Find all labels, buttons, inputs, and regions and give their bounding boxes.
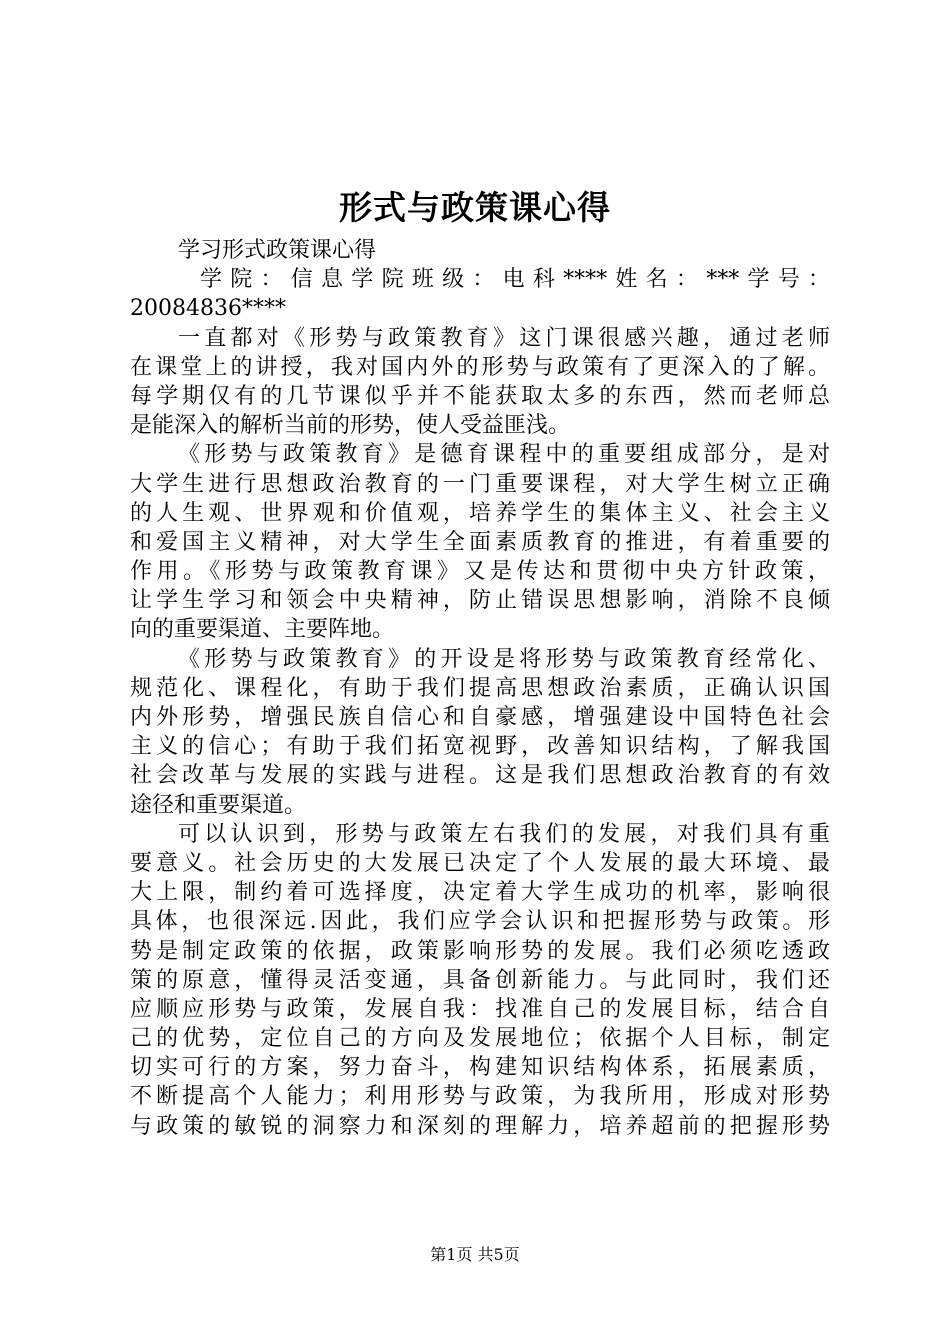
paragraph-4-line: 策的原意，懂得灵活变通，具备创新能力。与此同时，我们还 (130, 967, 830, 993)
paragraph-2-line: 《形势与政策教育》是德育课程中的重要组成部分，是对 (178, 442, 830, 468)
paragraph-3-line: 社会改革与发展的实践与进程。这是我们思想政治教育的有效 (130, 763, 830, 789)
paragraph-2-line: 向的重要渠道、主要阵地。 (130, 617, 395, 643)
paragraph-3-line: 主义的信心；有助于我们拓宽视野，改善知识结构，了解我国 (130, 734, 830, 760)
paragraph-4-line: 要意义。社会历史的大发展已决定了个人发展的最大环境、最 (130, 850, 830, 876)
paragraph-4-line: 具体，也很深远.因此，我们应学会认识和把握形势与政策。形 (130, 909, 830, 935)
page-number-footer: 第1页 共5页 (430, 1245, 520, 1264)
paragraph-1-line: 在课堂上的讲授，我对国内外的形势与政策有了更深入的了解。 (130, 354, 830, 380)
paragraph-2-line: 让学生学习和领会中央精神，防止错误思想影响，消除不良倾 (130, 588, 830, 614)
paragraph-1-line: 一直都对《形势与政策教育》这门课很感兴趣，通过老师 (178, 325, 830, 351)
paragraph-3-line: 途径和重要渠道。 (130, 792, 307, 818)
paragraph-4-line: 大上限，制约着可选择度，决定着大学生成功的机率，影响很 (130, 880, 830, 906)
paragraph-3-line: 《形势与政策教育》的开设是将形势与政策教育经常化、 (178, 646, 830, 672)
paragraph-4-line: 应顺应形势与政策，发展自我：找准自己的发展目标，结合自 (130, 996, 830, 1022)
paragraph-3-line: 内外形势，增强民族自信心和自豪感，增强建设中国特色社会 (130, 705, 830, 730)
paragraph-2-line: 的人生观、世界观和价值观，培养学生的集体主义、社会主义 (130, 500, 830, 526)
paragraph-4-line: 可以认识到，形势与政策左右我们的发展，对我们具有重 (178, 821, 830, 847)
paragraph-4-line: 己的优势，定位自己的方向及发展地位；依据个人目标，制定 (130, 1026, 830, 1052)
paragraph-1-line: 是能深入的解析当前的形势，使人受益匪浅。 (130, 413, 571, 439)
paragraph-4-line: 与政策的敏锐的洞察力和深刻的理解力，培养超前的把握形势 (130, 1113, 830, 1139)
paragraph-3-line: 规范化、课程化，有助于我们提高思想政治素质，正确认识国 (130, 675, 830, 701)
document-title: 形式与政策课心得 (339, 188, 611, 227)
paragraph-2-line: 作用。《形势与政策教育课》又是传达和贯彻中央方针政策， (130, 559, 830, 585)
paragraph-2-line: 大学生进行思想政治教育的一门重要课程，对大学生树立正确 (130, 471, 830, 497)
subtitle-line: 学习形式政策课心得 (178, 238, 377, 263)
student-info-line: 学院：信息学院班级：电科****姓名：***学号： (200, 267, 830, 293)
document-body (130, 236, 830, 1141)
student-number-line: 20084836**** (130, 296, 286, 322)
paragraph-4-line: 切实可行的方案，努力奋斗，构建知识结构体系，拓展素质， (130, 1055, 830, 1081)
paragraph-4-line: 势是制定政策的依据，政策影响形势的发展。我们必须吃透政 (130, 938, 830, 964)
paragraph-4-line: 不断提高个人能力；利用形势与政策，为我所用，形成对形势 (130, 1084, 830, 1110)
paragraph-2-line: 和爱国主义精神，对大学生全面素质教育的推进，有着重要的 (130, 529, 830, 555)
paragraph-1-line: 每学期仅有的几节课似乎并不能获取太多的东西，然而老师总 (130, 383, 830, 409)
